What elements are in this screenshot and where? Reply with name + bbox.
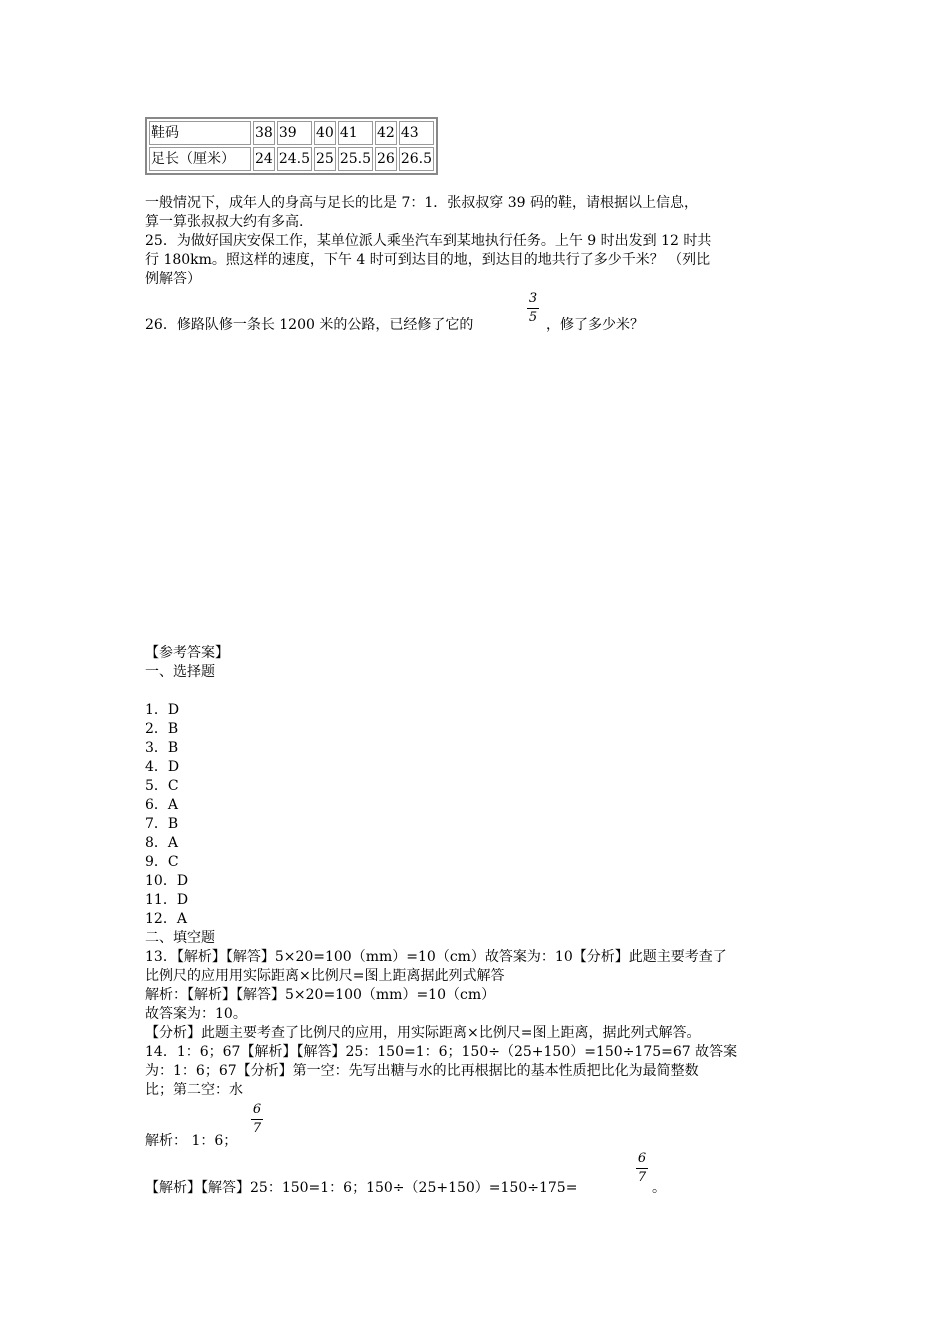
table-cell: 41 xyxy=(338,121,373,145)
answer-item: 7．B xyxy=(145,816,179,832)
fraction-numerator: 3 xyxy=(528,291,538,306)
answer-item: 6．A xyxy=(145,797,179,813)
q24-line1: 一般情况下，成年人的身高与足长的比是 7：1．张叔叔穿 39 码的鞋，请根据以上信息， xyxy=(145,195,698,211)
answer14-parse-fraction xyxy=(251,1103,263,1136)
q24-line2: 算一算张叔叔大约有多高. xyxy=(145,214,304,230)
table-cell: 足长（厘米） xyxy=(149,147,251,171)
table-cell: 39 xyxy=(277,121,312,145)
table-cell: 38 xyxy=(253,121,275,145)
table-cell: 26 xyxy=(375,147,397,171)
answer14-last-end: 。 xyxy=(652,1180,666,1196)
table-cell: 42 xyxy=(375,121,397,145)
table-cell: 25 xyxy=(314,147,336,171)
answer-item: 8．A xyxy=(145,835,179,851)
answer13-line3: 解析：【解析】【解答】5×20=100（mm）=10（cm） xyxy=(145,987,496,1003)
fraction-bar xyxy=(636,1168,648,1169)
answer14-line1: 14．1：6；67【解析】【解答】25：150=1：6；150÷（25+150）=150÷175=67 故答案 xyxy=(145,1044,738,1060)
fraction-denominator: 7 xyxy=(252,1121,262,1136)
answer14-last: 【解析】【解答】25：150=1：6；150÷（25+150）=150÷175= xyxy=(145,1180,578,1196)
table-cell: 25.5 xyxy=(338,147,373,171)
table-cell: 26.5 xyxy=(399,147,434,171)
fraction-denominator: 7 xyxy=(637,1170,647,1185)
fraction-bar xyxy=(251,1119,263,1120)
answers-title: 【参考答案】 xyxy=(145,645,229,661)
answer-item: 2．B xyxy=(145,721,179,737)
answer13-line5: 【分析】此题主要考查了比例尺的应用，用实际距离×比例尺=图上距离，据此列式解答。 xyxy=(145,1025,701,1041)
section-choice-heading: 一、选择题 xyxy=(145,664,215,680)
table-cell: 40 xyxy=(314,121,336,145)
q26-text: 26．修路队修一条长 1200 米的公路，已经修了它的 xyxy=(145,317,474,333)
answer-item: 11．D xyxy=(145,892,189,908)
answer-item: 3．B xyxy=(145,740,179,756)
fraction-bar xyxy=(527,308,539,309)
answer-item: 5．C xyxy=(145,778,179,794)
table-cell: 24 xyxy=(253,147,275,171)
answer14-line3: 比；第二空：水 xyxy=(145,1082,243,1098)
table-cell: 43 xyxy=(399,121,434,145)
fraction-numerator: 6 xyxy=(252,1102,262,1117)
answer-item: 4．D xyxy=(145,759,180,775)
q25-line2: 行 180km。照这样的速度，下午 4 时可到达目的地，到达目的地共行了多少千米？ （列比 xyxy=(145,252,711,268)
q26-fraction xyxy=(527,292,539,325)
q25-line1: 25．为做好国庆安保工作，某单位派人乘坐汽车到某地执行任务。上午 9 时出发到 12 时共 xyxy=(145,233,712,249)
table-cell: 鞋码 xyxy=(149,121,251,145)
answer-item: 10．D xyxy=(145,873,189,889)
q26-text-end: ，修了多少米？ xyxy=(546,317,644,333)
answer13-line2: 比例尺的应用用实际距离×比例尺=图上距离据此列式解答 xyxy=(145,968,505,984)
table-row xyxy=(149,121,434,145)
table-row xyxy=(149,147,434,171)
answer14-parse: 解析： 1：6； xyxy=(145,1133,238,1149)
answer-item: 1．D xyxy=(145,702,180,718)
fraction-denominator: 5 xyxy=(528,310,538,325)
section-fill-heading: 二、填空题 xyxy=(145,930,215,946)
answer14-line2: 为：1：6；67【分析】第一空：先写出糖与水的比再根据比的基本性质把比化为最简整数 xyxy=(145,1063,699,1079)
answer13-line1: 13．【解析】【解答】5×20=100（mm）=10（cm）故答案为：10【分析】此题主要考查了 xyxy=(145,949,727,965)
fraction-numerator: 6 xyxy=(637,1151,647,1166)
answer-item: 12．A xyxy=(145,911,187,927)
q25-line3: 例解答） xyxy=(145,271,201,287)
table-cell: 24.5 xyxy=(277,147,312,171)
answer14-last-fraction xyxy=(636,1152,648,1185)
answer13-line4: 故答案为：10。 xyxy=(145,1006,247,1022)
answer-item: 9．C xyxy=(145,854,179,870)
shoe-size-table xyxy=(145,117,438,175)
